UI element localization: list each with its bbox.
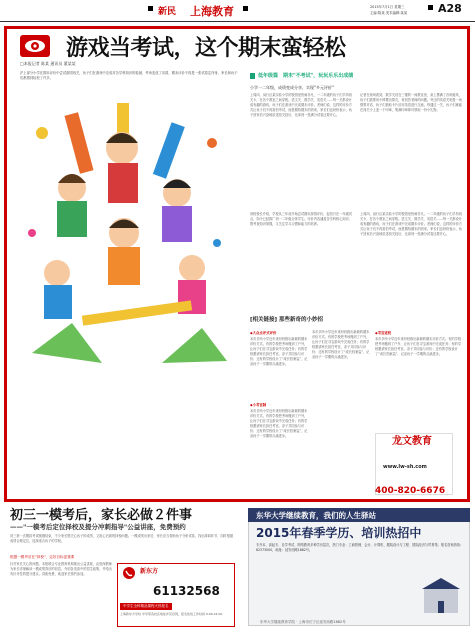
page-bullet-icon (428, 5, 433, 11)
university-ad-headline: 2015年春季学历、培训热招中 (256, 526, 422, 540)
issue-date: 2015年7月1日 星期三 (370, 5, 405, 9)
section-title: 上海教育 (190, 5, 234, 18)
section1-title: 低年级篇 期末"不考试"，玩玩乐乐出成绩 (258, 73, 354, 79)
feature-ad-brand: 龙文教育 (392, 436, 432, 447)
subhead-2: ◆小考官制 (250, 403, 267, 407)
article2-title: 初三一模考后，家长必做２件事 (10, 508, 193, 523)
campus-building-icon (420, 575, 462, 615)
article2-ad-tag: 中学生全科精品课程火热报名 (120, 603, 172, 610)
section1-column-2: 记者在现场看到，数学关设在三楼的一间教室里，桌上摆满了各种道具，孩子们需要用小棒摆出算式，再回答老师的问题。旁边的英语关则是一场情景对话，孩子们抽取卡片后用英语进行交流。每通过一关，孩子们就能在闯关卡上盖一个印章，集满印章即可领取一份小礼物。 (360, 93, 462, 112)
article2-ad-brand: 新东方 (140, 568, 159, 575)
article2-ad-address: 上海新东方学校 中学部各校区地址详见官网，报名热线工作时间 9:00-21:00 (120, 612, 223, 616)
subhead-3: ◆考官进校 (375, 331, 392, 335)
section1-column-1: 上周四，闵行区某实验小学的校园里热闹非凡，一二年级的孩子们手持闯关卡，在各个教室之间穿梭。语文关、数学关、英语关……每一关都设计成有趣的游戏，孩子们在游戏中完成期末评价。老师们说，这样的评价方式让孩子们不再害怕考试，而是期待期末的到来。家长们也纷纷表示，孩子回家后兴奋地讲述闯关经历，比拿到一张满分试卷还要开心。 (250, 93, 352, 117)
university-ad-footer: 东华大学继续教育学院 · 上海市长宁区延安西路1882号 (260, 620, 346, 624)
article2-lede: 初三第一次模拟考试刚刚结束，不少家长既关心孩子的成绩，又担心后面的择校问题。一模成绩出来后，家长应当帮助孩子分析试卷，找出薄弱环节，同时根据成绩合理定位，选择适合孩子的学校。 (10, 534, 234, 543)
phone-icon (121, 566, 137, 580)
section2-column-4: 本市多所小学近年来纷纷推出新颖的期末评价方式。有的学校把考场搬到了户外，让孩子们在寻宝游戏中完成任务；有的学校邀请家长担任考官，亲子共同参与评价；还有的学校设计了“成长档案袋”，记录孩子一学期的点滴进步。 (375, 337, 462, 356)
section1-column-4: 上周四，闵行区某实验小学的校园里热闹非凡，一二年级的孩子们手持闯关卡，在各个教室之间穿梭。语文关、数学关、英语关……每一关都设计成有趣的游戏，孩子们在游戏中完成期末评价。老师们说，这样的评价方式让孩子们不再害怕考试，而是期待期末的到来。家长们也纷纷表示，孩子回家后兴奋地讲述闯关经历，比拿到一张满分试卷还要开心。 (360, 212, 462, 236)
article2-head-1: 根据一模考后在"择校"，定好目标更重要 (10, 555, 75, 559)
feature-badge (20, 35, 50, 57)
article2-subtitle: ——"一模考后定位择校及提分冲刺指导"公益讲座，免费预约 (10, 523, 186, 531)
section1-subtitle: 小学一二年级，成绩变成分享，实现"多元评价" (250, 85, 334, 90)
header-bullet-icon (243, 6, 248, 12)
feature-ad-phone: 400-820-6676 (375, 486, 446, 496)
university-ad-body: 专升本、高起专、自学考试、网络教育多种学历层次，热门专业：工商管理、会计、计算机、服装设计与工程、国际经济与贸易等。报名咨询热线：62373000，地址：延安西路1882号。 (256, 543, 464, 552)
section2-column-1: 本市多所小学近年来纷纷推出新颖的期末评价方式。有的学校把考场搬到了户外，让孩子们在寻宝游戏中完成任务；有的学校邀请家长担任考官，亲子共同参与评价；还有的学校设计了“成长档案袋”，记录孩子一学期的点滴进步。 (250, 337, 308, 366)
article2-column-1: 针对家长关心的问题，本报联合专业教育机构推出公益讲座，由资深教师为家长详细解读一模成绩背后的信息，介绍各类高中的招生政策，并给出有针对性的提分建议。讲座免费，欢迎家长预约参加。 (10, 562, 112, 576)
section-logo: 新民 (158, 7, 177, 17)
feature-headline: 游戏当考试，这个期末蛮轻松 (66, 36, 346, 61)
eye-icon (20, 35, 50, 57)
section2-column-3: 本市多所小学近年来纷纷推出新颖的期末评价方式。有的学校把考场搬到了户外，让孩子们在寻宝游戏中完成任务；有的学校邀请家长担任考官，亲子共同参与评价；还有的学校设计了“成长档案袋”，记录孩子一学期的点滴进步。 (312, 330, 370, 359)
page-number: A28 (438, 2, 462, 15)
feature-ad-site[interactable]: www.lw-sh.com (383, 464, 427, 470)
feature-intro: 沪上部分小学在期末评价中尝试游园闯关，孩子们在游戏中完成对各学科知识的检测，考场变成了乐园，期末评价不再是一张试卷定终身，家长和孩子们都感到轻松了许多。 (20, 71, 238, 80)
feature-byline: □本报记者 陈某 通讯员 董某某 (20, 61, 76, 66)
page-header (0, 0, 475, 22)
subhead-1: ◆大众点评式评价 (250, 331, 277, 335)
university-ad-slogan: 东华大学继续教育，我们的人生驿站 (256, 511, 376, 520)
section1-column-3: 该校校长介绍，学校从三年前开始尝试期末游园评价，起初只在一年级试点，如今已经推广到一二年级全体学生。评价内容涵盖各学科核心知识，既考查知识掌握，又关注学习习惯和能力的培养。 (250, 212, 352, 226)
editor-credit: 主编:陈某 美术编辑:某某 (370, 11, 408, 15)
section2-title: [相关链接] 那些新奇的小妙招 (250, 317, 323, 323)
section2-column-2: 本市多所小学近年来纷纷推出新颖的期末评价方式。有的学校把考场搬到了户外，让孩子们在寻宝游戏中完成任务；有的学校邀请家长担任考官，亲子共同参与评价；还有的学校设计了“成长档案袋”，记录孩子一学期的点滴进步。 (250, 409, 308, 438)
children-illustration (12, 93, 240, 373)
article2-ad-phone: 61132568 (153, 584, 220, 598)
header-bullet-icon (148, 6, 153, 12)
